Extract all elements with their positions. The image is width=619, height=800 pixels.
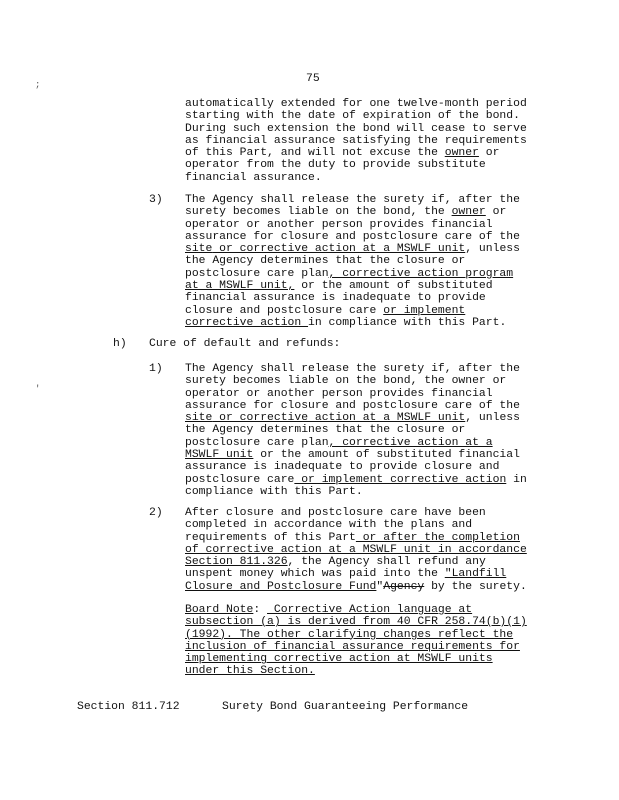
text-line	[185, 375, 527, 387]
underlined-text: owner	[451, 206, 486, 219]
text-run: "	[376, 580, 384, 593]
text-run: or	[485, 206, 507, 219]
text-run: assurance for closure and postclosure care of the	[185, 399, 520, 412]
footer-section-title: Surety Bond Guaranteeing Performance	[222, 701, 469, 713]
text-line	[185, 544, 527, 556]
text-run: unspent money which was paid into the	[185, 568, 445, 581]
text-run: , unless	[465, 412, 520, 425]
text-run: The Agency shall release the surety if, after the	[185, 194, 520, 206]
text-run: in	[506, 473, 527, 486]
underlined-text: under this Section.	[185, 665, 315, 678]
item-h2-paragraph	[185, 507, 527, 593]
underlined-text: of corrective action at a MSWLF unit in accordance	[185, 543, 527, 556]
stray-mark-top: ;	[35, 80, 41, 90]
text-run: After closure and postclosure care have been	[185, 507, 486, 519]
text-line	[185, 449, 527, 461]
text-line	[185, 159, 527, 171]
text-line	[185, 98, 527, 110]
text-run: or	[478, 147, 500, 160]
text-line	[185, 486, 527, 498]
text-line	[185, 172, 527, 184]
underlined-text: or corrective action at a MSWLF unit	[212, 412, 466, 425]
section-h-heading: Cure of default and refunds:	[149, 338, 341, 350]
text-line	[185, 292, 520, 304]
text-run: automatically extended for one twelve-month period	[185, 98, 527, 110]
text-line	[185, 556, 527, 568]
item-h1-paragraph	[185, 363, 527, 498]
stray-mark-middle: '	[35, 384, 41, 394]
underlined-text: Section 811.326	[185, 556, 288, 569]
text-run: compliance with this Part.	[185, 485, 363, 498]
text-line	[185, 424, 527, 436]
underlined-text: owner	[444, 147, 479, 160]
text-run: of this Part, and will not excuse the	[185, 147, 445, 160]
underlined-text: Board Note	[185, 604, 254, 616]
underlined-text: or corrective action at a MSWLF unit	[212, 243, 466, 256]
text-run: , unless	[465, 243, 520, 256]
text-run: the Agency determines that the closure or	[185, 424, 466, 437]
underlined-text: "Landfill	[444, 568, 507, 581]
text-run: starting with the date of expiration of the bond.	[185, 110, 520, 123]
text-line	[185, 317, 520, 329]
text-line	[185, 268, 520, 280]
text-run: financial assurance is inadequate to provide	[185, 292, 486, 305]
text-run: postclosure care plan	[185, 267, 329, 280]
text-line	[185, 147, 527, 159]
underlined-text: corrective action	[185, 316, 309, 329]
footer-section-number: Section 811.712	[77, 701, 180, 713]
text-run: The Agency shall release the surety if, after the	[185, 363, 520, 375]
underlined-text: at a MSWLF unit,	[185, 280, 295, 293]
text-line	[185, 641, 527, 653]
text-run: requirements of this Part	[185, 531, 356, 544]
text-line	[185, 461, 527, 473]
text-line	[185, 532, 527, 544]
text-line	[185, 206, 520, 218]
text-line	[185, 568, 527, 580]
text-run: , the Agency shall refund any	[287, 556, 486, 569]
text-run: surety becomes liable on the bond, the	[185, 206, 452, 219]
item-3-label: 3)	[149, 194, 163, 206]
text-run: operator or another person provides financial	[185, 218, 493, 231]
underlined-text: , corrective action at a	[328, 436, 493, 449]
board-note	[185, 604, 527, 678]
text-run: the Agency determines that the closure or	[185, 255, 466, 268]
text-line	[185, 616, 527, 628]
underlined-text: , corrective action program	[328, 267, 514, 280]
text-line	[185, 629, 527, 641]
underlined-text: MSWLF unit	[185, 449, 254, 462]
struck-text: Agency	[383, 580, 425, 593]
text-run: assurance is inadequate to provide closure and	[185, 461, 500, 474]
text-line	[185, 388, 527, 400]
text-run: financial assurance.	[185, 171, 322, 184]
text-line	[185, 519, 527, 531]
text-line	[185, 400, 527, 412]
text-run: in compliance with this Part.	[308, 316, 507, 329]
section-h-label: h)	[113, 338, 127, 350]
text-run: as financial assurance satisfying the requirements	[185, 134, 527, 147]
page-number: 75	[306, 73, 320, 85]
text-run: completed in accordance with the plans and	[185, 519, 473, 532]
item-h1-label: 1)	[149, 363, 163, 375]
underlined-text: inclusion of financial assurance requirements for	[185, 640, 520, 653]
text-line	[185, 604, 527, 616]
text-run: postclosure care	[185, 473, 295, 486]
text-line	[185, 219, 520, 231]
text-line	[185, 665, 527, 677]
underlined-text: or implement	[383, 304, 466, 317]
text-run: During such extension the bond will cease to serve	[185, 122, 527, 135]
text-run: :	[253, 604, 268, 616]
text-run: or the amount of substituted financial	[253, 449, 520, 462]
text-line	[185, 243, 520, 255]
text-line	[185, 123, 527, 135]
underlined-text: site	[185, 243, 213, 256]
text-line	[185, 135, 527, 147]
underlined-text: Closure and Postclosure Fund	[185, 580, 377, 593]
text-line	[185, 581, 527, 593]
underlined-text: or after the completion	[355, 531, 520, 544]
text-line	[185, 507, 527, 519]
underlined-text: or implement corrective action	[294, 473, 507, 486]
text-run: postclosure care plan	[185, 436, 329, 449]
continuation-paragraph	[185, 98, 527, 184]
text-line	[185, 280, 520, 292]
text-run: operator from the duty to provide substitute	[185, 159, 486, 172]
text-run: assurance for closure and postclosure care of the	[185, 230, 520, 243]
underlined-text: (1992). The other clarifying changes reflect the	[185, 628, 514, 641]
text-run: operator or another person provides financial	[185, 387, 493, 400]
text-line	[185, 255, 520, 267]
underlined-text: site	[185, 412, 213, 425]
text-line	[185, 437, 527, 449]
item-3-paragraph	[185, 194, 520, 329]
text-line	[185, 305, 520, 317]
underlined-text: Corrective Action language at	[267, 604, 473, 616]
text-run: by the surety.	[424, 580, 527, 593]
text-run: surety becomes liable on the bond, the owner or	[185, 375, 507, 388]
text-line	[185, 653, 527, 665]
text-line	[185, 412, 527, 424]
text-line	[185, 110, 527, 122]
underlined-text: subsection (a) is derived from 40 CFR 258.74(b)(1)	[185, 616, 527, 629]
text-run: or the amount of substituted	[294, 280, 493, 293]
text-line	[185, 363, 527, 375]
text-line	[185, 194, 520, 206]
item-h2-label: 2)	[149, 507, 163, 519]
text-run: closure and postclosure care	[185, 304, 384, 317]
text-line	[185, 231, 520, 243]
underlined-text: implementing corrective action at MSWLF units	[185, 653, 493, 666]
text-line	[185, 474, 527, 486]
